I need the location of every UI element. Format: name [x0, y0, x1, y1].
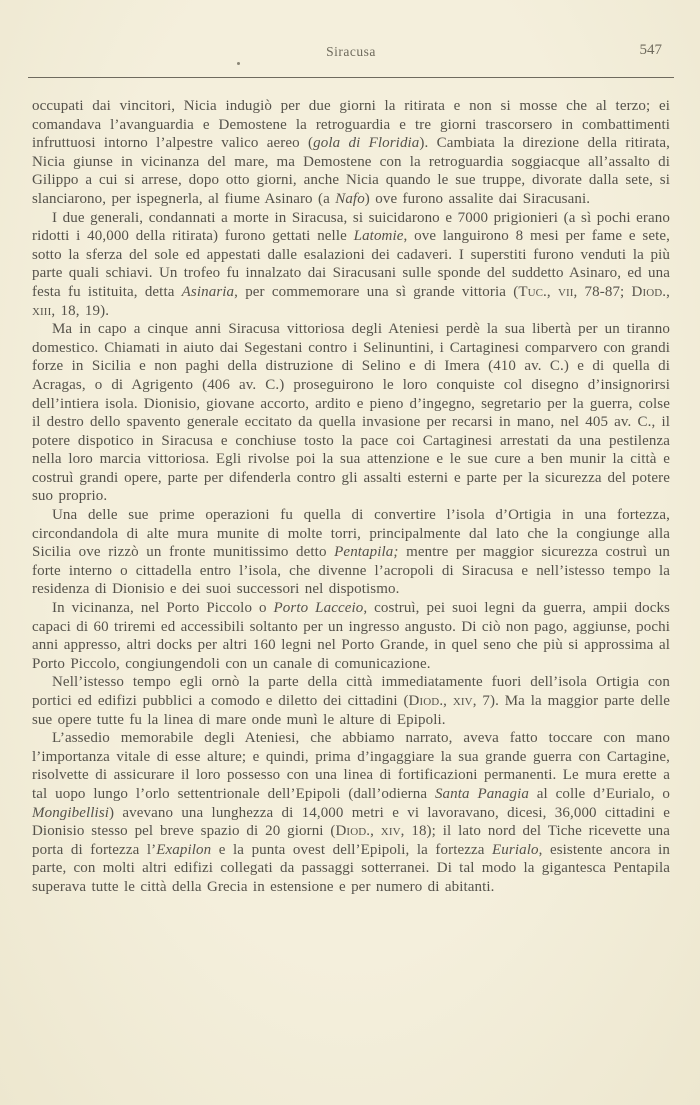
text-segment: mentre per maggior sicurezza costruì un forte interno o cittadella entro l’isola, che divenne l’acropoli di Siracusa e nell’istesso tempo la residenza di Dionisio e dei suoi successori nel dispotismo. [32, 544, 670, 598]
text-segment: ). [100, 302, 110, 319]
page-number: 547 [639, 42, 662, 58]
italic-text-segment: Asinaria [181, 283, 235, 300]
text-segment: ); il lato nord del Tiche ricevette una porta di fortezza l’ [32, 823, 670, 858]
text-segment: , per commemorare una sì grande vittoria ( [234, 283, 519, 300]
header-rule [28, 77, 674, 78]
italic-text-segment: Latomie [353, 228, 404, 245]
smallcaps-citation-segment: Diod., xiv, 18 [335, 823, 427, 840]
text-segment: occupati dai vincitori, Nicia indugiò per due giorni la ritirata e non si mosse che al terzo; ei comandava l’avanguardia e Demostene la retroguardia e tre giorni trascorsero in combattimenti infruttuosi intorno l’alpestre valico aereo ( [32, 98, 670, 152]
italic-text-segment: Santa Panagia [434, 785, 529, 802]
paragraph [32, 729, 670, 896]
paragraph [32, 97, 670, 209]
italic-text-segment: Porto Lacceio [273, 600, 364, 617]
smallcaps-citation-segment: Tuc., vii, 78-87; Diod., xiii, 18, 19 [32, 283, 670, 319]
text-segment: , ove languirono 8 mesi per fame e sete, sotto la sferza del sole ed appestati dalle esalazioni dei cadaveri. I superstiti furono venduti la più parte quali schiavi. Un trofeo fu innalzato dai Siracusani sulle sponde del suddetto Asinaro, ed una festa fu istituita, detta [32, 228, 670, 300]
text-segment: al colle d’Eurialo, o [528, 785, 670, 802]
italic-text-segment: Eurialo [492, 841, 539, 858]
text-segment: Ma in capo a cinque anni Siracusa vittoriosa degli Ateniesi perdè la sua libertà per un tiranno domestico. Chiamati in aiuto dai Segestani contro i Selinuntini, i Cartaginesi comparvero con grandi forze in Sicilia e non paghi della distruzione di Selino e di Imera (410 av. C.) e di quella di Acragas, o di Agrigento (406 av. C.) proseguirono le loro conquiste col disegno d’insignorirsi dell’intiera isola. Dionisio, giovane accorto, ardito e pieno d’ingegno, segretario per la guerra, colse il destro dello spavento generale eccitato da quella invasione per recarsi in mano, nel 405 av. C., il potere dispotico in Siracusa e conchiuse tosto la pace coi Cartaginesi arrestati da una pestilenza nella loro marcia vittoriosa. Egli rivolse poi la sua attenzione e le sue cure a ben munir la città e costruì grandi opere, parte per difenderla contro gli assalti esterni e parte per la sicurezza del potere suo proprio. [32, 321, 670, 505]
text-segment: e la punta ovest dell’Epipoli, la fortezza [211, 841, 493, 858]
running-title: Siracusa [326, 44, 376, 59]
text-segment: In vicinanza, nel Porto Piccolo o [52, 600, 274, 617]
text-segment: ). Ma la maggior parte delle sue opere tutte fu la linea di mare onde munì le alture di Epipoli. [32, 693, 671, 728]
text-segment: ) avevano una lunghezza di 14,000 metri e vi lavoravano, dicesi, 36,000 cittadini e Dionisio stesso pel breve spazio di 20 giorni ( [32, 804, 670, 840]
paragraph [32, 673, 670, 729]
paragraph [32, 599, 670, 673]
italic-text-segment: Nafo [335, 190, 365, 207]
italic-text-segment: gola di Floridia [313, 135, 420, 152]
ink-speck [237, 62, 240, 65]
paragraph [32, 320, 670, 506]
text-segment: , esistente ancora in parte, con molti altri edifizi collegati da passaggi sotterranei. Di tal modo la gigantesca Pentapila superava tutte le città della Grecia in estensione e per numero di abitanti. [32, 841, 670, 895]
italic-text-segment: Mongibellisi [32, 804, 110, 821]
text-body [32, 97, 670, 897]
italic-text-segment: Exapilon [156, 841, 212, 858]
italic-text-segment: Pentapila; [334, 544, 399, 561]
text-segment: L’assedio memorabile degli Ateniesi, che abbiamo narrato, aveva fatto toccare con mano l’importanza vitale di esse alture; e quindi, prima d’ingaggiare la sua grande guerra con Cartagine, risolvette di assicurare il loro possesso con una linea di fortificazioni permanenti. Le mura erette a tal uopo lungo l’orlo settentrionale dell’Epipoli (dall’odierna [32, 730, 670, 802]
smallcaps-citation-segment: Diod., xiv, 7 [408, 693, 490, 709]
text-segment: I due generali, condannati a morte in Siracusa, si suicidarono e 7000 prigionieri (a sì pochi erano ridotti i 40,000 della ritirata) furono gettati nelle [32, 209, 670, 245]
paragraph [32, 209, 670, 321]
text-segment: Una delle sue prime operazioni fu quella di convertire l’isola d’Ortigia in una fortezza, circondandola di alte mura munite di molte torri, principalmente dal lato che la congiunge alla Sicilia ove rizzò un fronte munitissimo detto [32, 507, 670, 561]
text-segment: Nell’istesso tempo egli ornò la parte della città immediatamente fuori dell’isola Ortigia con portici ed edifizi pubblici a comodo e diletto dei cittadini ( [32, 674, 670, 709]
text-segment: ) ove furono assalite dai Siracusani. [364, 190, 591, 207]
text-segment: , costruì, pei suoi legni da guerra, ampii docks capaci di 60 triremi ed accessibili soltanto per un ingresso angusto. Di ciò non pago, aggiunse, pochi anni appresso, altri docks per altri 160 legni nel Porto Grande, in quel seno che più si approssima al Porto Piccolo, congiungendoli con un canale di comunicazione. [32, 600, 670, 672]
text-segment: ). Cambiata la direzione della ritirata, Nicia giunse in vicinanza del mare, ma Demostene con la retroguardia soggiacque all’assalto di Gilippo a cui si arrese, dopo otto giorni, anche Nicia quando le sue truppe, divorate dalla sete, si slanciarono, per ispegnerla, al fiume Asinaro (a [32, 135, 671, 207]
paragraph [32, 506, 670, 599]
page-header [32, 44, 670, 68]
